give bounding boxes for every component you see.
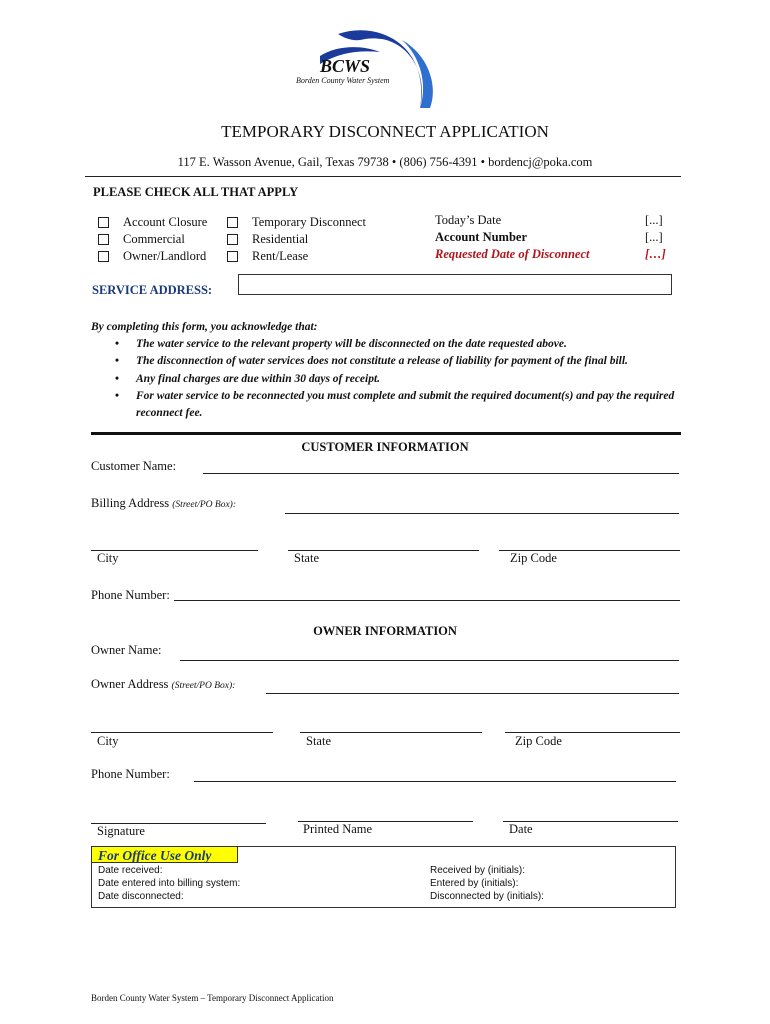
customer-name-label: Customer Name: <box>91 459 177 473</box>
customer-phone-field[interactable] <box>174 600 680 601</box>
requested-date-value[interactable]: […] <box>645 247 666 261</box>
office-left-fields <box>98 864 240 903</box>
todays-date-label: Today’s Date <box>435 213 502 227</box>
ack-item: • The disconnection of water services does not constitute a release of liability for payment of the final bill. <box>91 353 691 370</box>
customer-city-label: City <box>97 551 119 565</box>
checkbox-icon[interactable] <box>227 251 238 262</box>
billing-address-label: Billing Address (Street/PO Box): <box>91 496 237 510</box>
owner-address-label: Owner Address (Street/PO Box): <box>91 677 236 691</box>
owner-phone-field[interactable] <box>194 781 676 782</box>
office-entered-by: Entered by (initials): <box>430 878 519 889</box>
signature-label: Signature <box>97 824 145 838</box>
page-footer: Borden County Water System – Temporary Disconnect Application <box>91 993 334 1003</box>
section-divider <box>91 432 681 435</box>
ack-item: • Any final charges are due within 30 days of receipt. <box>91 371 691 388</box>
checkbox-commercial[interactable]: Commercial <box>98 231 207 248</box>
check-column-1 <box>98 214 207 265</box>
customer-state-label: State <box>294 551 319 565</box>
requested-date-label: Requested Date of Disconnect <box>435 247 590 261</box>
customer-info-heading: CUSTOMER INFORMATION <box>301 440 469 454</box>
service-address-input[interactable] <box>238 274 672 295</box>
todays-date-value[interactable]: [...] <box>645 213 663 227</box>
date-field-labels <box>435 212 590 263</box>
owner-city-field[interactable] <box>91 732 273 733</box>
contact-line: 117 E. Wasson Avenue, Gail, Texas 79738 • (806) 756-4391 • bordencj@poka.com <box>177 155 593 169</box>
ack-item: • The water service to the relevant property will be disconnected on the date requested above. <box>91 336 691 353</box>
check-column-2 <box>227 214 366 265</box>
owner-name-label: Owner Name: <box>91 643 162 657</box>
checkbox-temporary-disconnect[interactable]: Temporary Disconnect <box>227 214 366 231</box>
checkbox-icon[interactable] <box>98 217 109 228</box>
office-received-by: Received by (initials): <box>430 865 526 876</box>
checkbox-icon[interactable] <box>227 217 238 228</box>
page-title: TEMPORARY DISCONNECT APPLICATION <box>221 122 549 141</box>
office-date-disconnected: Date disconnected: <box>98 891 184 902</box>
customer-zip-label: Zip Code <box>510 551 557 565</box>
date-label: Date <box>509 822 533 836</box>
office-date-received: Date received: <box>98 865 163 876</box>
office-use-title: For Office Use Only <box>91 846 238 863</box>
printed-name-label: Printed Name <box>303 822 373 836</box>
owner-city-label: City <box>97 734 119 748</box>
ack-item: • For water service to be reconnected you must complete and submit the required document(s) and pay the required reconnect fee. <box>91 388 691 423</box>
owner-zip-field[interactable] <box>505 732 680 733</box>
check-heading: PLEASE CHECK ALL THAT APPLY <box>93 185 299 199</box>
ack-intro: By completing this form, you acknowledge that: <box>91 321 318 333</box>
owner-address-field[interactable] <box>266 693 679 694</box>
checkbox-owner-landlord[interactable]: Owner/Landlord <box>98 248 207 265</box>
owner-zip-label: Zip Code <box>515 734 562 748</box>
office-right-fields <box>430 864 544 903</box>
owner-state-field[interactable] <box>300 732 482 733</box>
owner-state-label: State <box>306 734 331 748</box>
checkbox-icon[interactable] <box>98 234 109 245</box>
logo-full-name: Borden County Water System <box>296 76 390 85</box>
office-disconnected-by: Disconnected by (initials): <box>430 891 544 902</box>
checkbox-residential[interactable]: Residential <box>227 231 366 248</box>
owner-info-heading: OWNER INFORMATION <box>313 624 457 638</box>
checkbox-icon[interactable] <box>227 234 238 245</box>
checkbox-icon[interactable] <box>98 251 109 262</box>
date-field-values <box>645 212 666 263</box>
bcws-logo <box>280 26 440 112</box>
account-number-label: Account Number <box>435 230 528 244</box>
service-address-label: SERVICE ADDRESS: <box>92 283 213 297</box>
customer-name-field[interactable] <box>203 473 679 474</box>
logo-abbr: BCWS <box>320 56 371 76</box>
ack-list <box>91 336 691 422</box>
header-divider <box>85 176 681 177</box>
checkbox-rent-lease[interactable]: Rent/Lease <box>227 248 366 265</box>
owner-phone-label: Phone Number: <box>91 767 170 781</box>
customer-phone-label: Phone Number: <box>91 588 170 602</box>
acknowledgement <box>91 319 691 422</box>
checkbox-account-closure[interactable]: Account Closure <box>98 214 207 231</box>
owner-name-field[interactable] <box>180 660 679 661</box>
billing-address-field[interactable] <box>285 513 679 514</box>
account-number-value[interactable]: [...] <box>645 230 663 244</box>
office-date-entered: Date entered into billing system: <box>98 878 241 889</box>
